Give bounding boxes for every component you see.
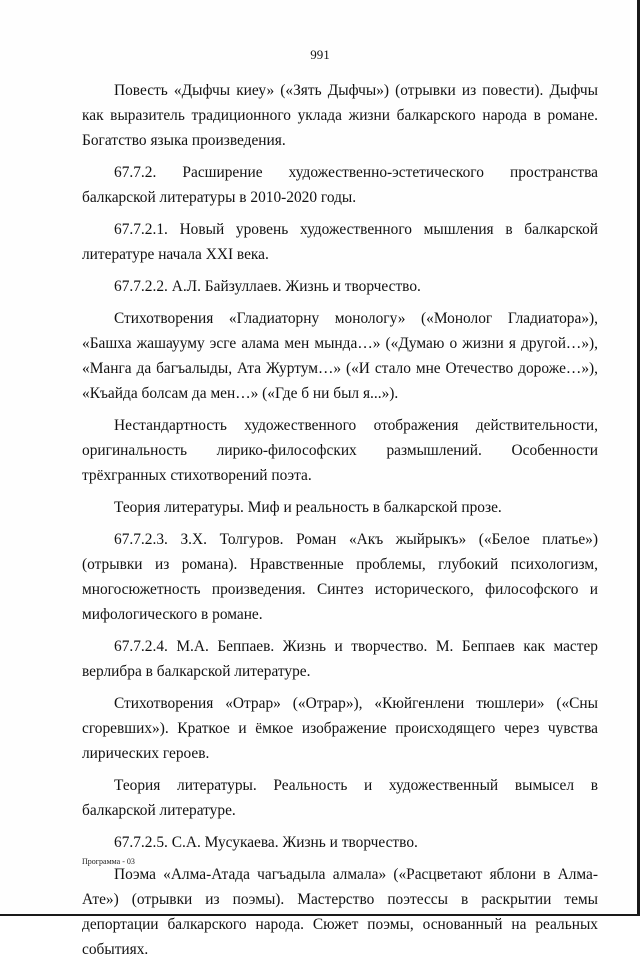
paragraph: 67.7.2.1. Новый уровень художественного мышления в балкарской литературе начала XXI века. xyxy=(82,221,598,263)
paragraph: Теория литературы. Реальность и художественный вымысел в балкарской литературе. xyxy=(82,777,598,819)
paragraph: 67.7.2.4. М.А. Беппаев. Жизнь и творчество. М. Беппаев как мастер верлибра в балкарской литературе. xyxy=(82,638,598,680)
page-body xyxy=(82,78,598,969)
paragraph: Стихотворения «Гладиаторну монологу» («Монолог Гладиатора»), «Башха жашаууму эсге алама мен мында…» («Думаю о жизни я другой…»), «Манга да багъалыды, Ата Журтум…» («И стало мне Отечество дороже…»), «Къайда болсам да мен…» («Где б ни был я...»). xyxy=(82,310,598,402)
paragraph: Теория литературы. Миф и реальность в балкарской прозе. xyxy=(114,499,502,516)
paragraph: 67.7.2.3. З.Х. Толгуров. Роман «Акъ жыйрыкъ» («Белое платье») (отрывки из романа). Нравственные проблемы, глубокий психологизм, многосюжетность произведения. Синтез исторического, философского и мифологического в романе. xyxy=(82,531,598,623)
paragraph: 67.7.2.5. С.А. Мусукаева. Жизнь и творчество. xyxy=(114,834,418,851)
paragraph: Поэма «Алма-Атада чагъадыла алмала» («Расцветают яблони в Алма-Ате») (отрывки из поэмы). Мастерство поэтессы в раскрытии темы депортации балкарского народа. Сюжет поэмы, основанный на реальных событиях. xyxy=(82,866,598,958)
paragraph: Повесть «Дыфчы киеу» («Зять Дыфчы») (отрывки из повести). Дыфчы как выразитель традиционного уклада жизни балкарского народа в романе. Богатство языка произведения. xyxy=(82,82,598,149)
paragraph: Нестандартность художественного отображения действительности, оригинальность лирико-философских размышлений. Особенности трёхгранных стихотворений поэта. xyxy=(82,417,598,484)
page-footer: Программа - 03 xyxy=(82,857,135,866)
page-number: 991 xyxy=(310,47,330,62)
paragraph: Стихотворения «Отрар» («Отрар»), «Кюйгенлени тюшлери» («Сны сгоревших»). Краткое и ёмкое изображение происходящего через чувства лирических героев. xyxy=(82,695,598,762)
paragraph: 67.7.2. Расширение художественно-эстетического пространства балкарской литературы в 2010-2020 годы. xyxy=(82,164,598,206)
paragraph: 67.7.2.2. А.Л. Байзуллаев. Жизнь и творчество. xyxy=(114,278,421,295)
